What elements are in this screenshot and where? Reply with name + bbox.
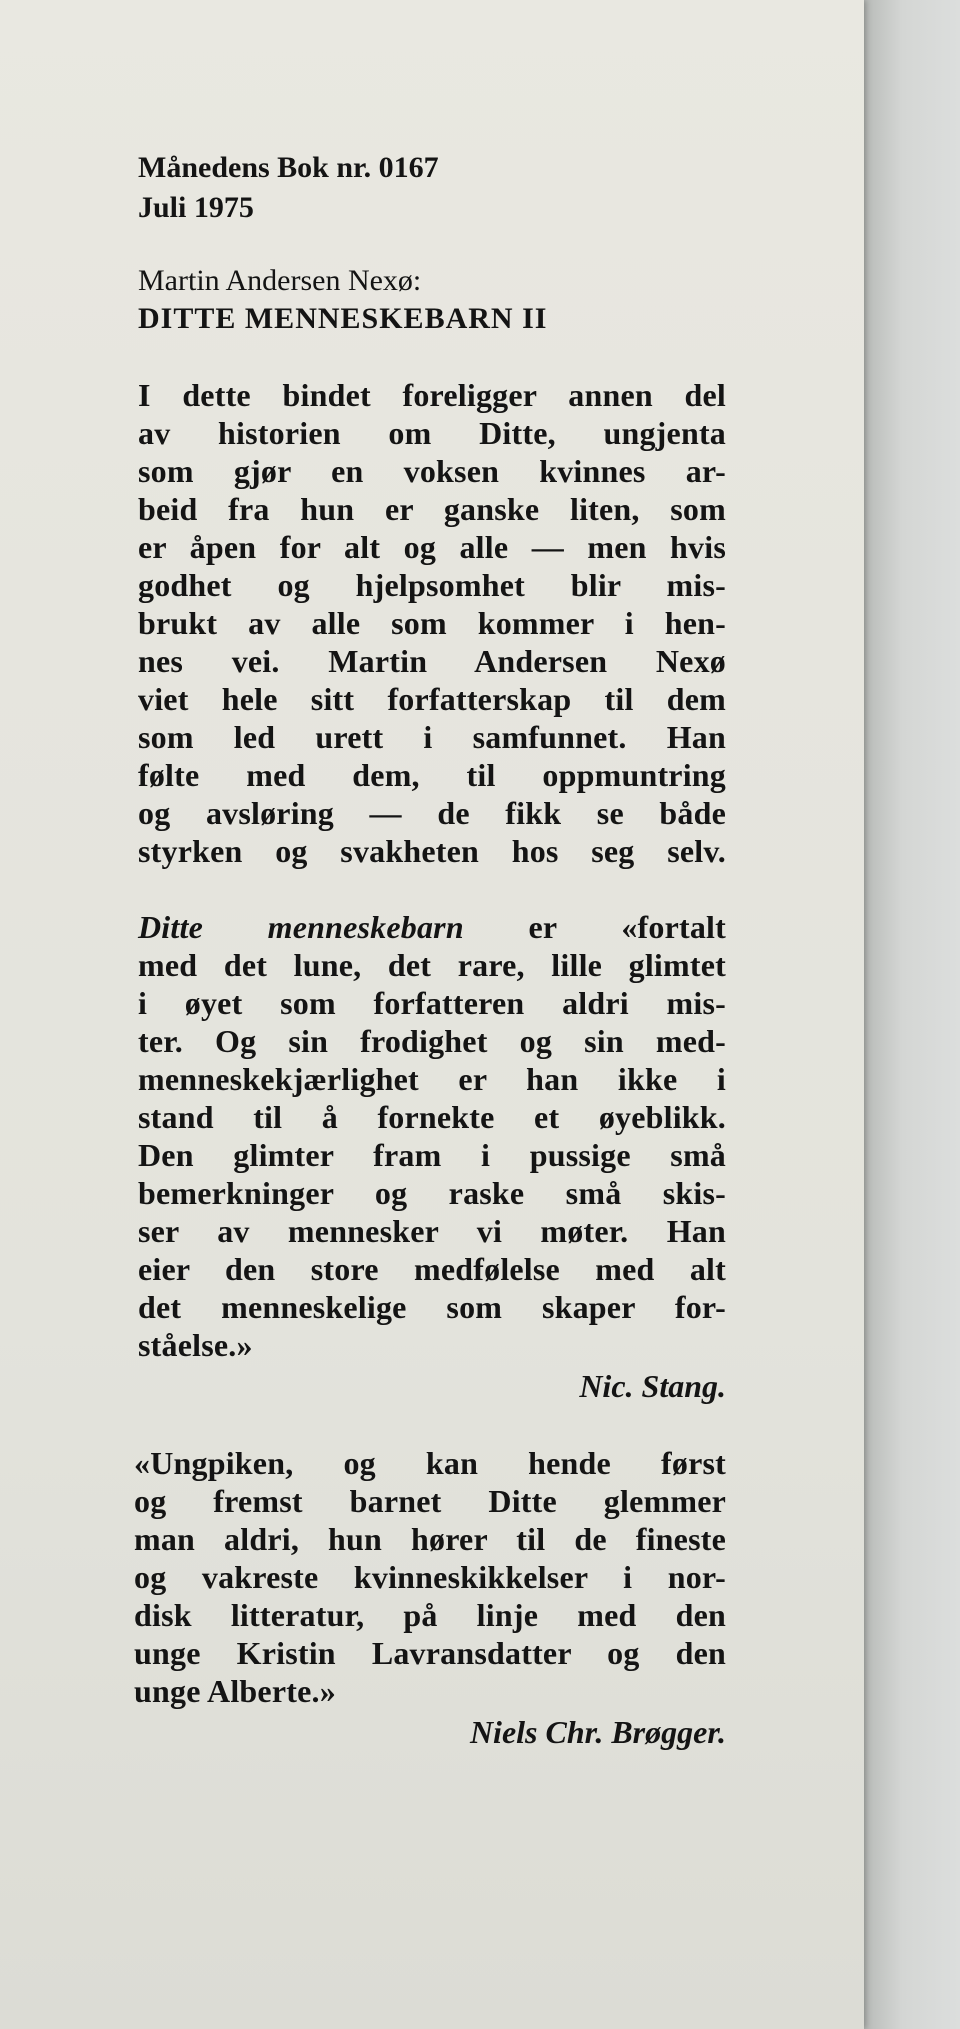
book-author: Martin Andersen Nexø:: [138, 264, 422, 297]
signature-stang: Nic. Stang.: [579, 1368, 726, 1404]
intro-paragraph: [138, 376, 726, 870]
signature-brogger: Niels Chr. Brøgger.: [469, 1714, 726, 1750]
text-line: følte med dem, til oppmuntring: [138, 757, 726, 793]
text-line: ter. Og sin frodighet og sin med-: [138, 1023, 726, 1059]
background-edge: [864, 0, 960, 2029]
text-line: beid fra hun er ganske liten, som: [138, 491, 726, 527]
review-brogger: [134, 1444, 726, 1752]
text-line: ståelse.»: [138, 1327, 253, 1363]
book-title: DITTE MENNESKEBARN II: [138, 302, 548, 335]
text-line: viet hele sitt forfatterskap til dem: [138, 681, 726, 717]
text-line: og fremst barnet Ditte glemmer: [134, 1483, 726, 1519]
text-line: disk litteratur, på linje med den: [134, 1597, 726, 1633]
text-line: man aldri, hun hører til de fineste: [134, 1521, 726, 1557]
text-line: unge Alberte.»: [134, 1673, 336, 1709]
text-line: godhet og hjelpsomhet blir mis-: [138, 567, 726, 603]
text-line: Den glimter fram i pussige små: [138, 1137, 726, 1173]
text-line: «Ungpiken, og kan hende først: [134, 1445, 726, 1481]
flap-text: [134, 148, 726, 1752]
text-line: ser av mennesker vi møter. Han: [138, 1213, 726, 1249]
text-line: nes vei. Martin Andersen Nexø: [138, 643, 726, 679]
book-heading: [138, 262, 726, 338]
text-line: som gjør en voksen kvinnes ar-: [138, 453, 726, 489]
review-stang: [138, 908, 726, 1406]
text-line: er åpen for alt og alle — men hvis: [138, 529, 726, 565]
text-line: eier den store medfølelse med alt: [138, 1251, 726, 1287]
text-line: I dette bindet foreligger annen del: [138, 377, 726, 413]
text-line: som led urett i samfunnet. Han: [138, 719, 726, 755]
text-line: og vakreste kvinneskikkelser i nor-: [134, 1559, 726, 1595]
text-line: menneskekjærlighet er han ikke i: [138, 1061, 726, 1097]
series-header: [138, 148, 726, 228]
text-line: i øyet som forfatteren aldri mis-: [138, 985, 726, 1021]
text-line: [138, 908, 726, 946]
series-date: Juli 1975: [138, 191, 254, 224]
text-line: unge Kristin Lavransdatter og den: [134, 1635, 726, 1671]
text-line: brukt av alle som kommer i hen-: [138, 605, 726, 641]
text-line: det menneskelige som skaper for-: [138, 1289, 726, 1325]
series-number: Månedens Bok nr. 0167: [138, 151, 439, 184]
text-line: bemerkninger og raske små skis-: [138, 1175, 726, 1211]
text-line: stand til å fornekte et øyeblikk.: [138, 1099, 726, 1135]
text-line: og avsløring — de fikk se både: [138, 795, 726, 831]
book-title-italic: Ditte menneskebarn: [138, 909, 464, 945]
text-line: styrken og svakheten hos seg selv.: [138, 833, 726, 869]
text-fragment: er «fortalt: [528, 909, 726, 945]
text-line: av historien om Ditte, ungjenta: [138, 415, 726, 451]
text-line: med det lune, det rare, lille glimtet: [138, 947, 726, 983]
